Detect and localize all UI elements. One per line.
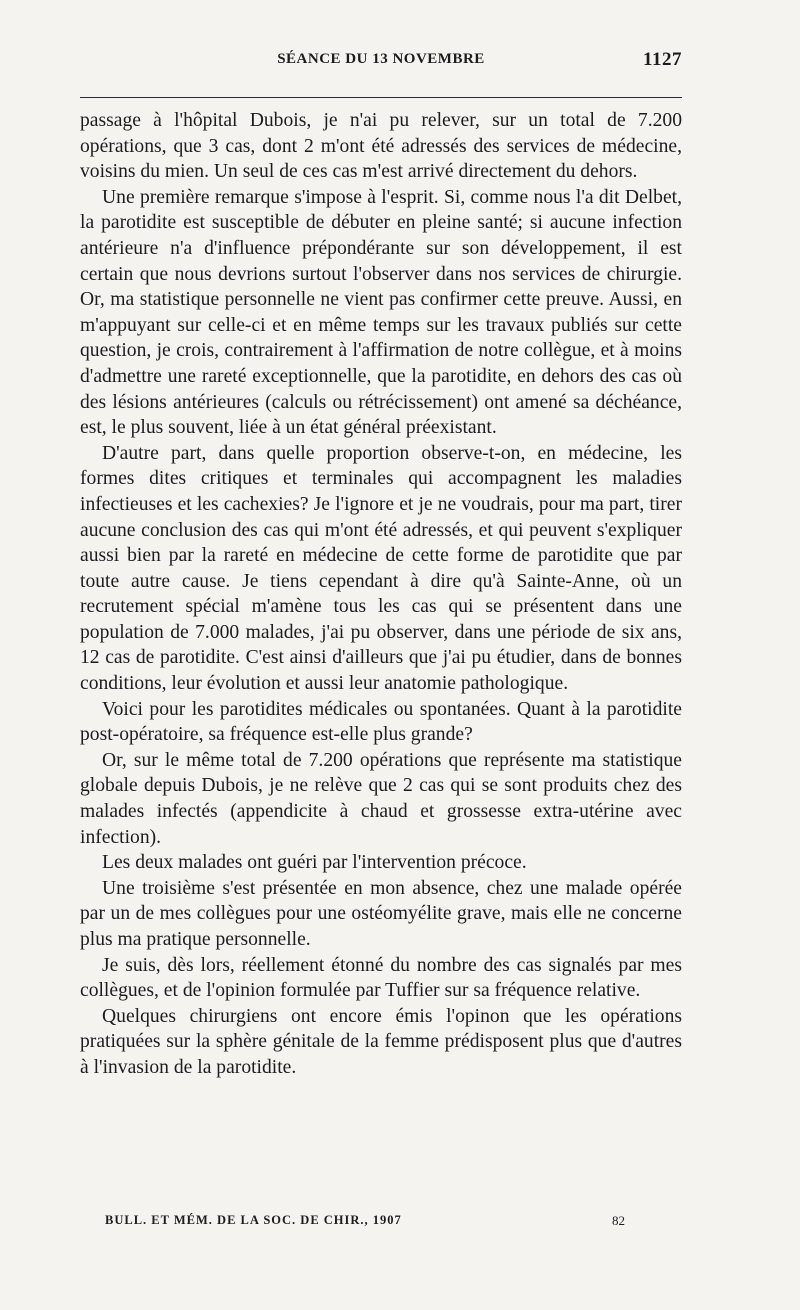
running-title: SÉANCE DU 13 NOVEMBRE [277, 51, 485, 67]
paragraph: D'autre part, dans quelle proportion observe-t-on, en médecine, les formes dites critiques et terminales qui accompagnent les maladies infectieuses et les cachexies? Je l'ignore et je ne voudrais, pour ma part, tirer aucune conclusion des cas qui m'ont été adressés, et qui peuvent s'expliquer aussi bien par la rareté en médecine de cette forme de parotidite que par toute autre cause. Je tiens cependant à dire qu'à Sainte-Anne, où un recrutement spécial m'amène tous les cas qui se présentent dans une population de 7.000 malades, j'ai pu observer, dans une période de six ans, 12 cas de parotidite. C'est ainsi d'ailleurs que j'ai pu étudier, dans de bonnes conditions, leur évolution et aussi leur anatomie pathologique. [80, 442, 682, 695]
page-footer [105, 1213, 625, 1231]
page-number: 1127 [643, 49, 682, 70]
paragraph: Les deux malades ont guéri par l'intervention précoce. [102, 852, 527, 874]
paragraph: Je suis, dès lors, réellement étonné du nombre des cas signalés par mes collègues, et de l'opinion formulée par Tuffier sur sa fréquence relative. [80, 954, 682, 1002]
signature-mark: 82 [612, 1213, 625, 1228]
body-text [80, 108, 682, 1081]
paragraph: Quelques chirurgiens ont encore émis l'opinon que les opérations pratiquées sur la sphère génitale de la femme prédisposent plus que d'autres à l'invasion de la parotidite. [80, 1005, 682, 1078]
page-header [80, 49, 682, 73]
paragraph: passage à l'hôpital Dubois, je n'ai pu relever, sur un total de 7.200 opérations, que 3 cas, dont 2 m'ont été adressés des services de médecine, voisins du mien. Un seul de ces cas m'est arrivé directement du dehors. [80, 110, 682, 183]
paragraph: Voici pour les parotidites médicales ou spontanées. Quant à la parotidite post-opératoire, sa fréquence est-elle plus grande? [80, 698, 682, 746]
footer-citation: BULL. ET MÉM. DE LA SOC. DE CHIR., 1907 [105, 1213, 402, 1227]
paragraph: Or, sur le même total de 7.200 opérations que représente ma statistique globale depuis Dubois, je ne relève que 2 cas qui se sont produits chez des malades infectés (appendicite à chaud et grossesse extra-utérine avec infection). [80, 749, 682, 848]
paragraph: Une première remarque s'impose à l'esprit. Si, comme nous l'a dit Delbet, la parotidite est susceptible de débuter en pleine santé; si aucune infection antérieure n'a d'influence prépondérante sur son développement, il est certain que nous devrions surtout l'observer dans nos services de chirurgie. Or, ma statistique personnelle ne vient pas confirmer cette preuve. Aussi, en m'appuyant sur celle-ci et en même temps sur les travaux publiés sur cette question, je crois, contrairement à l'affirmation de notre collègue, et à moins d'admettre une rareté exceptionnelle, que la parotidite, en dehors des cas où des lésions antérieures (calculs ou rétrécissement) ont amené sa déchéance, est, le plus souvent, liée à un état général préexistant. [80, 186, 682, 439]
header-rule [80, 97, 682, 98]
paragraph: Une troisième s'est présentée en mon absence, chez une malade opérée par un de mes collègues pour une ostéomyélite grave, mais elle ne concerne plus ma pratique personnelle. [80, 877, 682, 950]
